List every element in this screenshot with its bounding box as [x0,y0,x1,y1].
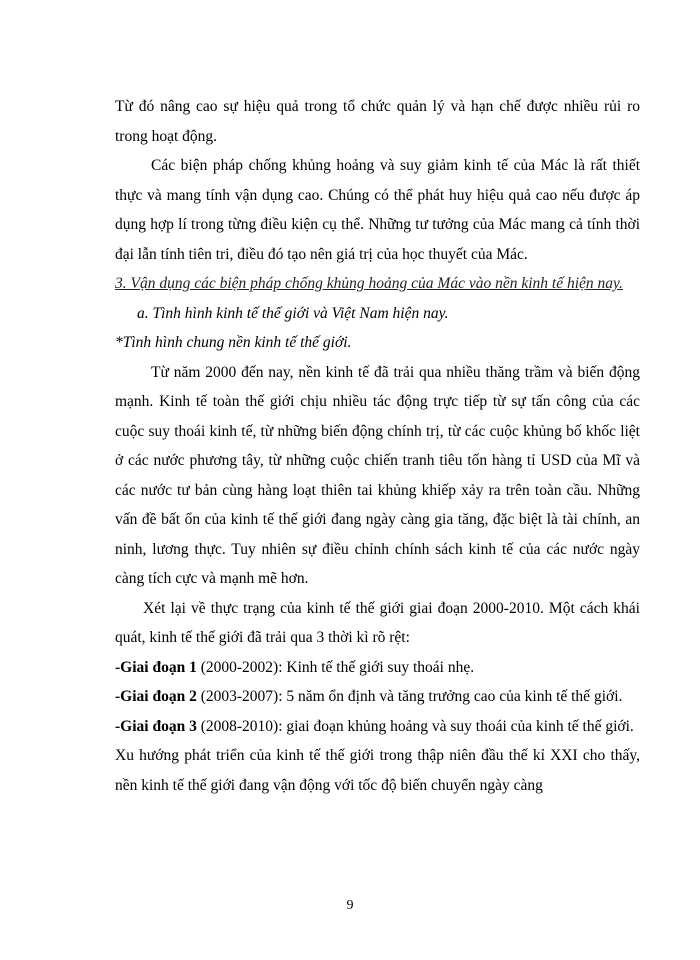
page-number: 9 [346,898,354,913]
stage-label: -Giai đoạn 1 [115,658,197,676]
subsection-heading-world: *Tình hình chung nền kinh tế thế giới. [115,334,352,351]
document-body [115,92,640,800]
stage-item [115,653,640,683]
stage-text: (2003-2007): 5 năm ổn định và tăng trưởng cao của kinh tế thế giới. [196,688,623,705]
stage-item [115,682,640,712]
stage-text: (2000-2002): Kinh tế thế giới suy thoái nhẹ. [196,658,475,676]
stage-label: -Giai đoạn 3 [115,717,197,735]
stage-label: -Giai đoạn 2 [115,688,197,705]
paragraph-review: Xét lại về thực trạng của kinh tế thế giới giai đoạn 2000-2010. Một cách khái quát, kinh tế thế giới đã trải qua 3 thời kì rõ rệt: [115,599,640,646]
section-heading-3: 3. Vận dụng các biện pháp chống khủng hoảng của Mác vào nền kinh tế hiện nay. [115,275,623,292]
paragraph-intro: Từ đó nâng cao sự hiệu quả trong tổ chức quản lý và hạn chế được nhiều rủi ro trong hoạt động. [115,98,640,145]
paragraph-world-economy: Từ năm 2000 đến nay, nền kinh tế đã trải qua nhiều thăng trầm và biến động mạnh. Kinh tế toàn thế giới chịu nhiều tác động trực tiếp từ sự tấn công của các cuộc suy thoái kinh tế, từ những biến động chính trị, từ các cuộc khủng bố khốc liệt ở các nước phương tây, từ những cuộc chiến tranh tiêu tốn hàng tỉ USD của Mĩ và các nước tư bản cùng hàng loạt thiên tai khủng khiếp xảy ra trên toàn cầu. Những vấn đề bất ổn của kinh tế thế giới đang ngày càng gia tăng, đặc biệt là tài chính, an ninh, lương thực. Tuy nhiên sự điều chỉnh chính sách kinh tế của các nước ngày càng tích cực và mạnh mẽ hơn. [115,363,640,587]
paragraph-marx-measures: Các biện pháp chống khủng hoảng và suy giảm kinh tế của Mác là rất thiết thực và mang tính vận dụng cao. Chúng có thể phát huy hiệu quả cao nếu được áp dụng hợp lí trong từng điều kiện cụ thể. Những tư tưởng của Mác mang cả tính thời đại lẫn tính tiên tri, điều đó tạo nên giá trị của học thuyết của Mác. [115,157,640,263]
stage-item [115,712,640,742]
stage-text: (2008-2010): giai đoạn khủng hoảng và suy thoái của kinh tế thế giới. [196,717,634,735]
subsection-heading-a: a. Tình hình kinh tế thế giới và Việt Nam hiện nay. [137,304,449,322]
paragraph-trend: Xu hướng phát triển của kinh tế thế giới trong thập niên đầu thế kỉ XXI cho thấy, nền kinh tế thế giới đang vận động với tốc độ biến chuyển ngày càng [115,747,640,794]
